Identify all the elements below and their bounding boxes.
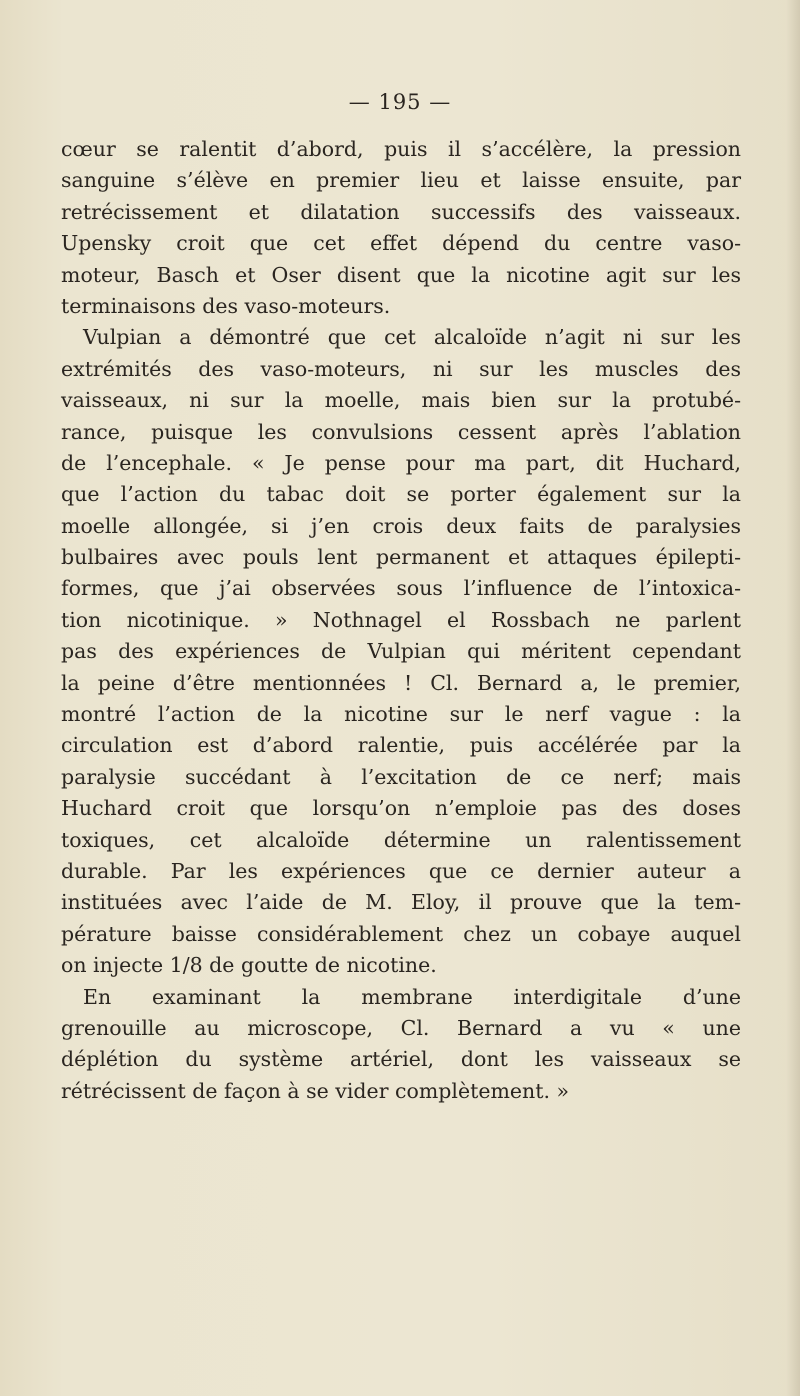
text-line: on injecte 1/8 de goutte de nicotine. xyxy=(61,953,437,978)
text-line: moteur, Basch et Oser disent que la nicotine agit sur les xyxy=(61,262,741,287)
text-line: rétrécissent de façon à se vider complètement. » xyxy=(61,1078,570,1103)
text-line: vaisseaux, ni sur la moelle, mais bien sur la protubé- xyxy=(61,388,741,413)
text-line: terminaisons des vaso-moteurs. xyxy=(61,293,391,318)
page-edge-shadow xyxy=(786,0,800,1396)
text-line: grenouille au microscope, Cl. Bernard a vu « une xyxy=(61,1015,741,1040)
text-line: moelle allongée, si j’en crois deux faits de paralysies xyxy=(61,513,741,538)
body-text xyxy=(61,134,741,1107)
text-line: déplétion du système artériel, dont les vaisseaux se xyxy=(61,1047,741,1072)
text-line: circulation est d’abord ralentie, puis accélérée par la xyxy=(61,733,741,758)
text-line: tion nicotinique. » Nothnagel el Rossbach ne parlent xyxy=(61,607,741,632)
text-line: En examinant la membrane interdigitale d’une xyxy=(83,984,741,1009)
text-line: cœur se ralentit d’abord, puis il s’accélère, la pression xyxy=(61,137,741,161)
text-line: montré l’action de la nicotine sur le nerf vague : la xyxy=(61,702,741,727)
text-line: Vulpian a démontré que cet alcaloïde n’agit ni sur les xyxy=(83,325,741,350)
text-line: instituées avec l’aide de M. Eloy, il prouve que la tem- xyxy=(61,890,741,915)
text-line: que l’action du tabac doit se porter également sur la xyxy=(61,482,741,507)
text-line: Upensky croit que cet effet dépend du centre vaso- xyxy=(61,231,741,256)
text-line: Huchard croit que lorsqu’on n’emploie pas des doses xyxy=(61,796,741,821)
text-line: extrémités des vaso-moteurs, ni sur les muscles des xyxy=(61,356,741,381)
text-line: retrécissement et dilatation successifs des vaisseaux. xyxy=(61,199,741,224)
text-line: bulbaires avec pouls lent permanent et attaques épilepti- xyxy=(61,545,741,570)
text-line: sanguine s’élève en premier lieu et laisse ensuite, par xyxy=(61,168,741,193)
text-line: de l’encephale. « Je pense pour ma part, dit Huchard, xyxy=(61,450,741,475)
text-line: toxiques, cet alcaloïde détermine un ralentissement xyxy=(61,827,741,852)
text-line: paralysie succédant à l’excitation de ce nerf; mais xyxy=(61,764,741,789)
text-line: durable. Par les expériences que ce dernier auteur a xyxy=(61,858,741,883)
page-number: — 195 — xyxy=(348,90,452,114)
text-line: formes, que j’ai observées sous l’influence de l’intoxica- xyxy=(61,576,741,601)
text-line: pas des expériences de Vulpian qui méritent cependant xyxy=(61,639,741,664)
text-line: pérature baisse considérablement chez un cobaye auquel xyxy=(61,921,741,946)
text-line: la peine d’être mentionnées ! Cl. Bernard a, le premier, xyxy=(61,670,741,695)
text-line: rance, puisque les convulsions cessent après l’ablation xyxy=(61,419,741,444)
